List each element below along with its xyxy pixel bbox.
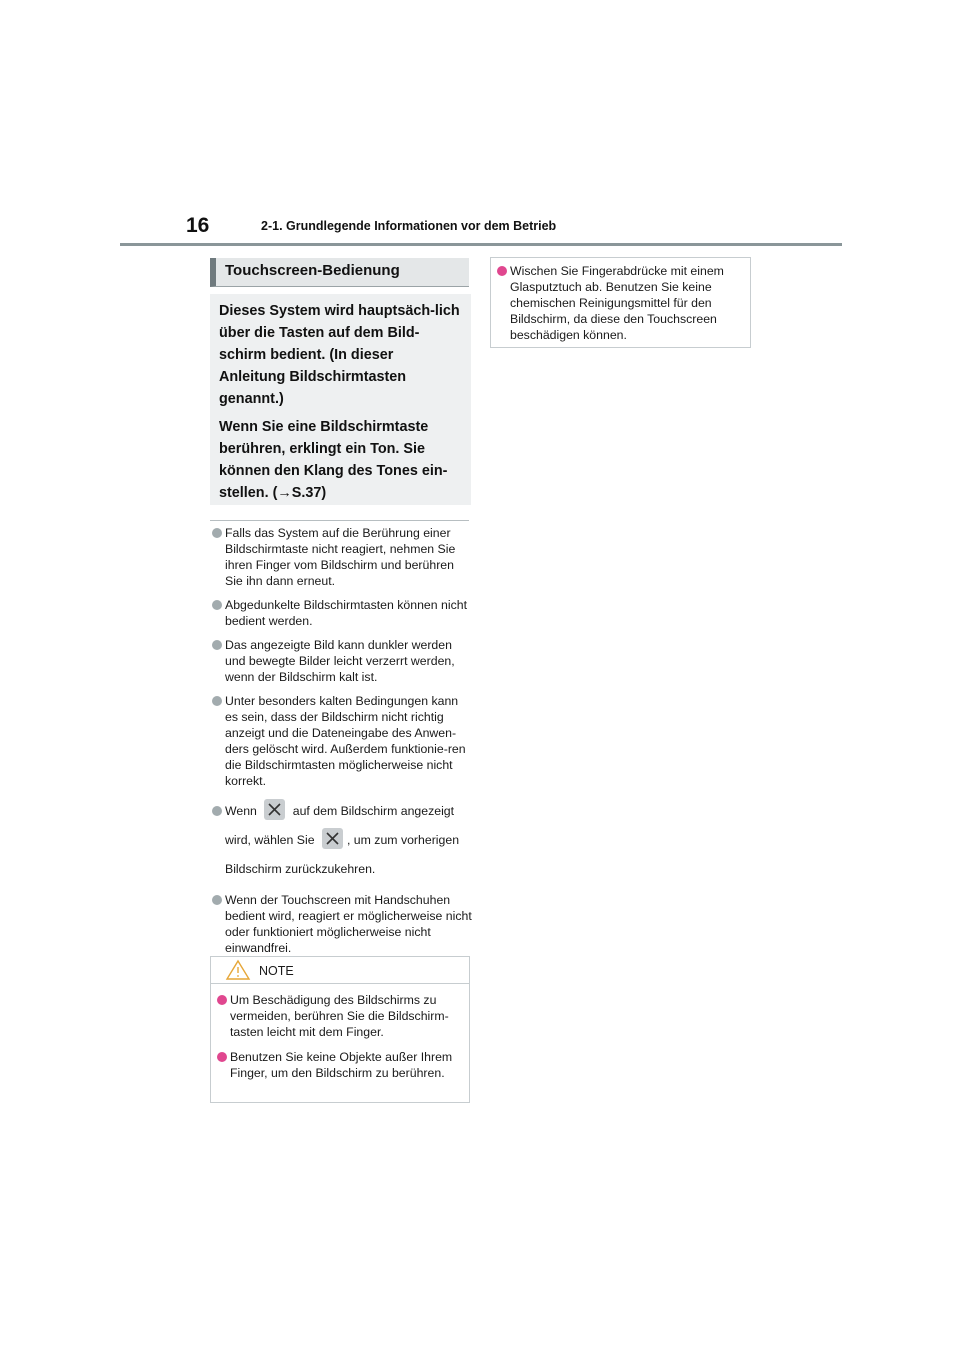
close-x-icon — [322, 828, 343, 849]
right-note-item — [496, 263, 744, 343]
note-body — [211, 984, 469, 1081]
heading-title: Touchscreen-Bedienung — [225, 262, 400, 279]
close-x-icon — [264, 799, 285, 820]
intro-paragraph-2: Wenn Sie eine Bildschirmtaste berühren, erklingt ein Ton. Sie können den Klang des Tones ein-stellen. (→S.37) — [219, 419, 448, 501]
bullet-item — [211, 637, 473, 685]
bullet-dot-icon — [212, 696, 222, 706]
bullet-item — [211, 597, 473, 629]
bullet-list — [211, 525, 473, 964]
bullet-dot-icon — [217, 995, 227, 1005]
bullet-item — [211, 693, 473, 789]
bullet-dot-icon — [212, 640, 222, 650]
bullet-text: Falls das System auf die Berührung einer Bildschirmtaste nicht reagiert, nehmen Sie ihren Finger vom Bildschirm und berühren Sie ihn dann erneut. — [225, 526, 456, 588]
bullet-text-part3: , um zum vorherigen Bildschirm zurückzukehren. — [225, 833, 460, 876]
bullet-text: Das angezeigte Bild kann dunkler werden und bewegte Bilder leicht verzerrt werden, wenn der Bildschirm kalt ist. — [225, 638, 455, 684]
bullet-text: Abgedunkelte Bildschirmtasten können nicht bedient werden. — [225, 598, 467, 628]
bullet-dot-icon — [212, 528, 222, 538]
bullet-dot-icon — [212, 600, 222, 610]
bullet-text: Wenn der Touchscreen mit Handschuhen bedient wird, reagiert er möglicherweise nicht oder funktioniert möglicherweise nicht einwandfrei. — [225, 893, 472, 955]
page-number: 16 — [186, 214, 210, 237]
bullet-dot-icon — [212, 806, 222, 816]
note-item — [216, 992, 463, 1040]
note-item — [216, 1049, 463, 1081]
bullet-text-part1: Wenn — [225, 804, 257, 818]
note-item-text: Benutzen Sie keine Objekte außer Ihrem Finger, um den Bildschirm zu berühren. — [230, 1050, 453, 1080]
bullet-text-part2: auf dem Bildschirm angezeigt wird, wählen Sie — [225, 804, 455, 847]
intro-paragraph-1: Dieses System wird hauptsäch-lich über die Tasten auf dem Bild-schirm bedient. (In dieser Anleitung Bildschirmtasten genannt.) — [219, 303, 460, 407]
bullet-item — [211, 525, 473, 589]
note-header — [211, 957, 469, 984]
bullet-item — [211, 892, 473, 956]
note-label: NOTE — [259, 964, 294, 978]
header-rule — [120, 243, 842, 246]
bullet-dot-icon — [497, 266, 507, 276]
right-note-text: Wischen Sie Fingerabdrücke mit einem Glasputztuch ab. Benutzen Sie keine chemischen Reinigungsmittel für den Bildschirm, da diese den Touchscreen beschädigen können. — [510, 264, 724, 342]
heading-bar — [210, 258, 469, 287]
bullet-dot-icon — [217, 1052, 227, 1062]
intro-box — [210, 294, 471, 505]
note-box — [210, 956, 470, 1103]
section-title: 2-1. Grundlegende Informationen vor dem Betrieb — [261, 219, 557, 233]
warning-triangle-icon — [225, 959, 251, 981]
right-note-box — [490, 257, 751, 348]
divider — [210, 520, 469, 521]
note-item-text: Um Beschädigung des Bildschirms zu vermeiden, berühren Sie die Bildschirm-tasten leicht mit dem Finger. — [230, 993, 449, 1039]
bullet-item-close-key — [211, 797, 473, 884]
bullet-dot-icon — [212, 895, 222, 905]
bullet-text: Unter besonders kalten Bedingungen kann es sein, dass der Bildschirm nicht richtig anzeigt und die Dateneingabe des Anwen-ders gelöscht wird. Außerdem funktionie-ren die Bildschirmtasten möglicherweise nicht korrekt. — [225, 694, 466, 788]
